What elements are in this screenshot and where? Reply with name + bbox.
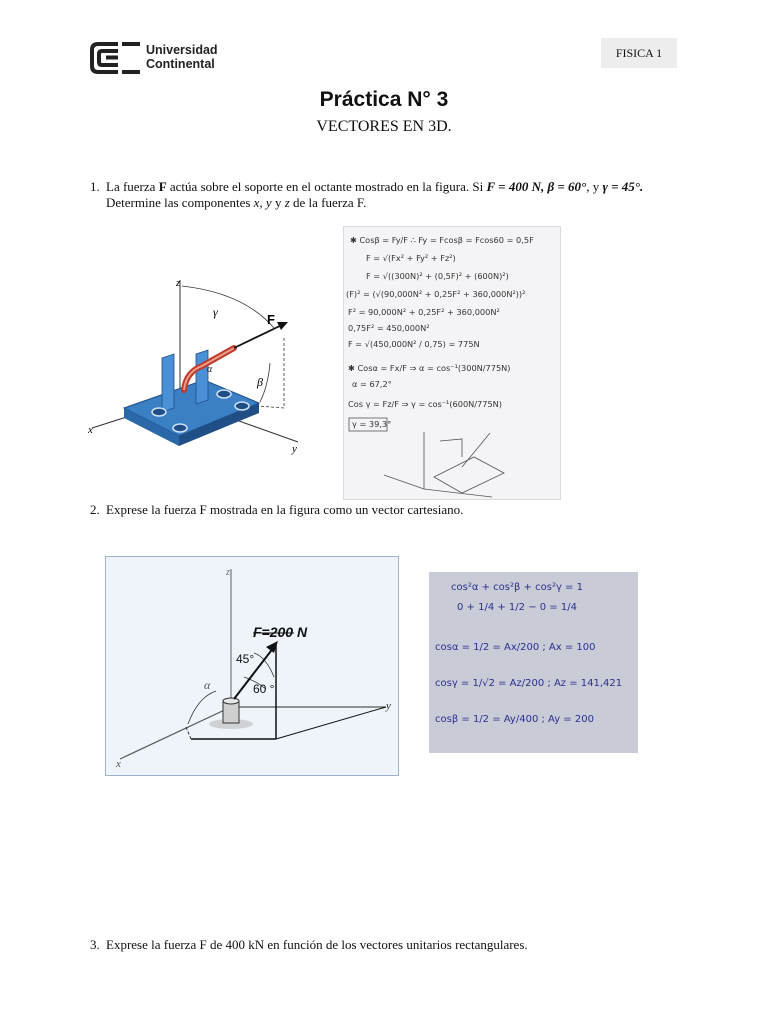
question-1 <box>90 179 680 213</box>
beta-label: β <box>257 375 263 389</box>
x-axis-label: x <box>116 758 121 770</box>
gamma-label: γ <box>213 305 218 319</box>
note1-line: γ = 39,3° <box>352 419 392 429</box>
handwritten-solution-1 <box>343 226 561 500</box>
question-text: La fuerza F actúa sobre el soporte en el octante mostrado en la figura. Si F = 400 N, β = 60°, y γ = 45°. Determine las componentes x, y y z de la fuerza F. <box>106 179 644 210</box>
logo-wordmark <box>146 43 218 71</box>
page-subtitle: VECTORES EN 3D. <box>316 118 452 135</box>
question-number: 1. <box>90 179 100 194</box>
post-force-figure <box>105 556 399 776</box>
bracket-force-figure <box>84 268 314 468</box>
note2-line: cosα = 1/2 = Ax/200 ; Ax = 100 <box>435 642 596 653</box>
page-title: Práctica N° 3 <box>319 88 449 111</box>
note1-line: F = √(450,000N² / 0,75) = 775N <box>348 339 480 349</box>
note1-line: (F)² = (√(90,000N² + 0,25F² + 360,000N²))² <box>346 289 526 299</box>
angle-60-label: 60 ° <box>253 682 275 696</box>
z-axis-label: z <box>176 277 181 289</box>
question-number: 2. <box>90 502 100 517</box>
course-badge: FISICA 1 <box>601 38 677 68</box>
question-text: Exprese la fuerza F de 400 kN en función de los vectores unitarios rectangulares. <box>106 937 528 952</box>
angle-45-label: 45° <box>236 652 255 666</box>
y-axis-label: y <box>292 443 297 455</box>
note1-line: F = √(Fx² + Fy² + Fz²) <box>366 253 456 263</box>
x-axis-label: x <box>88 424 93 436</box>
z-axis-label: z <box>226 567 230 578</box>
note1-line: α = 67,2° <box>352 379 392 389</box>
force-label: F=200 N <box>253 624 308 640</box>
logo-line-1: Universidad <box>146 43 218 57</box>
alpha-label: α <box>204 678 211 692</box>
question-2 <box>90 502 680 520</box>
note1-line: 0,75F² = 450,000N² <box>348 323 430 333</box>
logo-line-2: Continental <box>146 57 215 71</box>
y-axis-label: y <box>386 700 391 712</box>
handwritten-solution-2 <box>429 572 638 753</box>
note1-line: Cos γ = Fz/F ⇒ γ = cos⁻¹(600N/775N) <box>348 399 502 409</box>
note2-line: cosγ = 1/√2 = Az/200 ; Az = 141,421 <box>435 678 623 689</box>
question-3 <box>90 937 680 955</box>
note2-line: 0 + 1/4 + 1/2 − 0 = 1/4 <box>457 602 577 613</box>
note2-line: cosβ = 1/2 = Ay/400 ; Ay = 200 <box>435 714 594 725</box>
alpha-label: α <box>207 364 213 375</box>
note1-line: F² = 90,000N² + 0,25F² + 360,000N² <box>348 307 500 317</box>
note2-line: cos²α + cos²β + cos²γ = 1 <box>451 582 583 593</box>
question-text: Exprese la fuerza F mostrada en la figura como un vector cartesiano. <box>106 502 464 517</box>
note1-line: ✱ Cosα = Fx/F ⇒ α = cos⁻¹(300N/775N) <box>348 363 511 373</box>
note1-line: F = √((300N)² + (0,5F)² + (600N)²) <box>366 271 509 281</box>
question-number: 3. <box>90 937 100 952</box>
force-label: F <box>267 312 275 327</box>
note1-line: ✱ Cosβ = Fy/F ∴ Fy = Fcosβ = Fcos60 = 0,5F <box>350 235 534 245</box>
